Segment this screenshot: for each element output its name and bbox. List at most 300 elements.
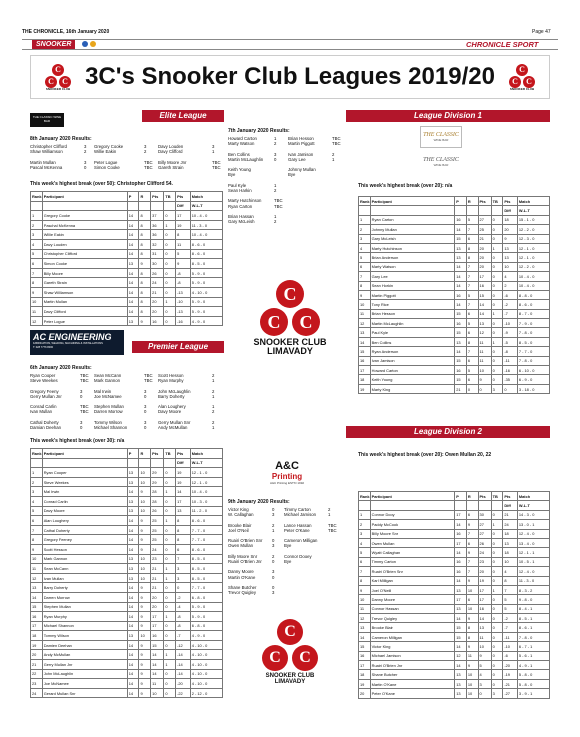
table-cell: 0: [164, 496, 176, 506]
table-cell: 20: [359, 689, 371, 698]
table-cell: 1: [164, 650, 176, 660]
table-cell: 11: [31, 307, 43, 317]
column-header: Pts: [503, 492, 518, 501]
table-row: [31, 477, 223, 487]
table-cell: 12 - 2 - 0: [517, 262, 549, 271]
fixture-score: 1: [274, 182, 277, 188]
table-cell: 0: [164, 316, 176, 326]
column-subheader: [359, 501, 371, 510]
table-cell: 14: [127, 592, 139, 602]
table-cell: 17: [478, 585, 491, 594]
table-cell: 15: [455, 328, 467, 337]
table-cell: 11: [151, 679, 164, 689]
div1-header-row: [359, 197, 550, 206]
table-cell: Gerard Mullan Snr: [42, 688, 127, 698]
fixture-score: 3: [144, 388, 147, 394]
column-header: Participant: [42, 449, 127, 459]
table-cell: 0: [466, 384, 478, 393]
table-cell: -13: [176, 287, 191, 297]
table-cell: 8 - 5 - 0: [190, 554, 222, 564]
table-cell: 0: [164, 544, 176, 554]
column-subheader: [466, 206, 478, 215]
table-row: [359, 319, 550, 328]
table-cell: 10: [31, 297, 43, 307]
table-cell: 27: [478, 520, 491, 529]
table-cell: 19: [31, 640, 43, 650]
elite-header-row: [31, 192, 223, 202]
table-cell: -9: [503, 328, 518, 337]
table-cell: 21: [151, 573, 164, 583]
classic-logo-2: THE CLASSIC WINE BAR: [423, 157, 459, 167]
fixture-player: Mark Gannon: [94, 378, 121, 384]
table-row: [359, 614, 550, 623]
table-cell: 11 - 3 - 0: [517, 576, 549, 585]
table-cell: 7: [466, 300, 478, 309]
fixture-score: 0: [272, 507, 275, 512]
table-cell: -16: [176, 316, 191, 326]
table-row: [31, 640, 223, 650]
table-cell: 7: [359, 272, 371, 281]
table-cell: 10: [139, 573, 151, 583]
table-cell: Stephen Mullan: [42, 602, 127, 612]
table-cell: 14: [455, 300, 467, 309]
table-cell: 7 - 7 - 0: [190, 583, 222, 593]
column-header: Match: [190, 449, 222, 459]
table-cell: 15: [31, 602, 43, 612]
column-subheader: [359, 206, 371, 215]
table-cell: 4: [503, 567, 518, 576]
table-cell: 14: [455, 576, 467, 585]
ac-engineering-ad: AC ENGINEERING FABRICATION, WELDING, MACHINING & INSTALLATIONS T: 028 7776 8000: [30, 330, 124, 355]
table-cell: 0: [491, 347, 503, 356]
table-cell: 0: [164, 535, 176, 545]
table-cell: 20: [151, 307, 164, 317]
fixture-score: TBC: [274, 198, 283, 204]
table-cell: 12 - 1 - 0: [190, 477, 222, 487]
table-cell: Brian Anderson: [370, 253, 455, 262]
club-logo: C C C SNOOKER CLUB: [45, 64, 71, 91]
table-cell: 8: [139, 239, 151, 249]
column-subheader: W-L-T: [190, 458, 222, 468]
table-row: [31, 564, 223, 574]
fixture-player: Scott Hesson: [158, 373, 184, 378]
table-cell: 20: [478, 567, 491, 576]
table-cell: 0: [164, 631, 176, 641]
table-cell: 12 - 3 - 0: [517, 234, 549, 243]
table-cell: 0: [164, 554, 176, 564]
table-cell: 0: [491, 262, 503, 271]
table-cell: Joel O'Neill: [370, 585, 455, 594]
table-cell: 10: [139, 564, 151, 574]
column-subheader: W-L-T: [517, 501, 549, 510]
fixture-player: Mal Irwin: [94, 388, 112, 394]
fixture-score: 2: [144, 149, 147, 155]
fixture-player: Ruairi O'Brien Jnr: [228, 559, 262, 564]
table-cell: 9: [466, 642, 478, 651]
table-cell: 18: [503, 548, 518, 557]
table-cell: 8: [139, 307, 151, 317]
column-header: Pts: [478, 492, 491, 501]
table-row: [31, 679, 223, 689]
table-cell: 17: [455, 510, 467, 519]
table-cell: 9: [139, 316, 151, 326]
fixture-player: Paul Kyle: [228, 182, 247, 188]
table-cell: 8: [176, 525, 191, 535]
table-cell: 10: [139, 506, 151, 516]
table-cell: 8 - 6 - 0: [190, 516, 222, 526]
fixture-player: Joe McNamee: [94, 393, 122, 399]
table-cell: 13: [176, 506, 191, 516]
table-cell: 7 - 8 - 0: [517, 632, 549, 641]
table-cell: 8 - 6 - 0: [517, 300, 549, 309]
fixture-player: Alan Loughery: [158, 404, 186, 410]
table-cell: 16: [359, 651, 371, 660]
table-cell: 0: [478, 384, 491, 393]
table-cell: 8 - 7 - 0: [517, 309, 549, 318]
fixture-score: 2: [274, 141, 277, 147]
table-cell: 14: [127, 278, 139, 288]
table-row: [31, 554, 223, 564]
table-cell: 0: [164, 307, 176, 317]
table-row: [31, 535, 223, 545]
table-cell: 8: [176, 230, 191, 240]
table-cell: 13: [127, 468, 139, 478]
table-cell: 6: [359, 557, 371, 566]
table-cell: 14: [478, 300, 491, 309]
table-cell: 0: [503, 384, 518, 393]
table-cell: 0: [164, 602, 176, 612]
fixture-player: Michael Shannon: [94, 425, 128, 430]
fixture-player: Darren Morrow: [94, 409, 123, 415]
table-cell: 13 - 0 - 1: [517, 520, 549, 529]
table-cell: 21: [478, 234, 491, 243]
table-cell: 9: [503, 234, 518, 243]
table-cell: 6: [466, 510, 478, 519]
table-cell: 0: [164, 239, 176, 249]
table-cell: 5: [359, 253, 371, 262]
fixture-score: TBC: [328, 527, 337, 533]
table-cell: -8: [176, 612, 191, 622]
table-cell: 9: [139, 544, 151, 554]
fixture-player: Willie Eakin: [94, 149, 117, 155]
table-cell: 0: [491, 614, 503, 623]
table-cell: 10 - 4 - 0: [190, 211, 222, 221]
table-cell: 14: [151, 660, 164, 670]
table-cell: 17: [478, 595, 491, 604]
column-header: R: [139, 192, 151, 202]
table-cell: 0: [491, 510, 503, 519]
column-header: TB: [491, 197, 503, 206]
table-cell: Joe McNamee: [42, 679, 127, 689]
table-cell: Tony Rice: [370, 300, 455, 309]
table-cell: 14: [455, 281, 467, 290]
table-cell: 4 - 10 - 0: [190, 679, 222, 689]
table-cell: 7: [176, 554, 191, 564]
table-cell: 6: [31, 516, 43, 526]
fixture-score: 0: [80, 393, 83, 399]
table-cell: 7: [359, 567, 371, 576]
table-row: [359, 243, 550, 252]
table-row: [31, 220, 223, 230]
table-cell: 20: [478, 253, 491, 262]
table-cell: 8 - 6 - 0: [190, 249, 222, 259]
table-cell: 14: [455, 347, 467, 356]
fixture-player: Billy Moore Jnr: [158, 159, 187, 165]
table-cell: 23: [478, 557, 491, 566]
table-cell: Gary McLeish: [370, 234, 455, 243]
table-cell: 10: [478, 366, 491, 375]
table-cell: 14: [455, 520, 467, 529]
column-subheader: [455, 206, 467, 215]
table-cell: 10: [466, 689, 478, 698]
table-cell: 9: [139, 525, 151, 535]
table-cell: -8: [503, 347, 518, 356]
column-subheader: Diff: [176, 458, 191, 468]
table-cell: Brian Hesson: [370, 309, 455, 318]
table-cell: 0: [164, 621, 176, 631]
table-cell: 1: [491, 243, 503, 252]
table-cell: Paul Kyle: [370, 328, 455, 337]
table-cell: 13: [31, 583, 43, 593]
fixture-score: 1: [212, 378, 215, 384]
table-cell: Ryan Cooper: [42, 468, 127, 478]
column-header: TB: [164, 192, 176, 202]
table-cell: 10 - 3 - 0: [190, 496, 222, 506]
table-cell: 7: [466, 529, 478, 538]
table-cell: 1: [491, 585, 503, 594]
table-row: [31, 516, 223, 526]
column-subheader: [151, 201, 164, 211]
table-cell: 4 - 10 - 0: [190, 660, 222, 670]
table-cell: Cameron Milligan: [370, 632, 455, 641]
table-cell: 14: [127, 230, 139, 240]
column-subheader: [42, 458, 127, 468]
table-cell: 13: [455, 670, 467, 679]
table-cell: 19: [176, 477, 191, 487]
table-cell: 0: [491, 576, 503, 585]
table-cell: 16: [455, 215, 467, 224]
table-cell: 17: [455, 538, 467, 547]
table-cell: 4 - 9 - 0: [190, 631, 222, 641]
table-cell: 8 - 6 - 0: [190, 544, 222, 554]
fixture-score: 1: [328, 512, 331, 518]
fixture-player: Martin Mullan: [30, 159, 56, 165]
table-cell: 8: [466, 632, 478, 641]
fixture-score: 1: [212, 425, 215, 430]
table-cell: 5 - 6 - 1: [517, 651, 549, 660]
table-cell: 0: [491, 300, 503, 309]
table-cell: 13: [127, 554, 139, 564]
column-header: Rank: [359, 492, 371, 501]
table-cell: 9: [139, 640, 151, 650]
table-cell: 0: [491, 651, 503, 660]
table-cell: 14: [176, 487, 191, 497]
table-row: [31, 669, 223, 679]
table-cell: 16: [455, 567, 467, 576]
table-cell: 3: [478, 679, 491, 688]
fixture-score: 3: [272, 590, 275, 596]
table-cell: 14: [127, 583, 139, 593]
table-cell: 19: [478, 576, 491, 585]
table-cell: 28: [151, 487, 164, 497]
table-cell: 20: [151, 297, 164, 307]
table-cell: 0: [491, 356, 503, 365]
table-cell: -2: [176, 592, 191, 602]
fixture-score: 1: [212, 149, 215, 155]
table-cell: 0: [164, 211, 176, 221]
fixture-player: Shane Butcher: [228, 585, 257, 590]
table-cell: 14 - 3 - 0: [517, 510, 549, 519]
table-cell: -6: [503, 651, 518, 660]
table-cell: 11: [31, 564, 43, 574]
column-subheader: [491, 501, 503, 510]
fixture-score: 0: [272, 585, 275, 590]
table-cell: 3: [176, 573, 191, 583]
table-cell: 15: [359, 347, 371, 356]
table-cell: 3 - 18 - 0: [517, 384, 549, 393]
table-cell: 7: [466, 557, 478, 566]
table-cell: 13: [127, 506, 139, 516]
table-cell: 21: [151, 564, 164, 574]
table-cell: Gregory Cooke: [42, 211, 127, 221]
fixture-player: Peter Logue: [94, 159, 118, 165]
page-title: 3C's Snooker Club Leagues 2019/20: [85, 63, 495, 90]
table-cell: 0: [491, 679, 503, 688]
table-row: [31, 621, 223, 631]
table-cell: 8 - 5 - 1: [517, 614, 549, 623]
fixture-player: Conrad Carlin: [30, 404, 57, 410]
table-cell: 0: [478, 689, 491, 698]
table-cell: 16: [478, 281, 491, 290]
table-cell: -8: [176, 268, 191, 278]
table-cell: 0: [164, 468, 176, 478]
table-cell: Ryan Carton: [370, 215, 455, 224]
table-cell: Johnny Mullan: [370, 225, 455, 234]
table-cell: 4 - 9 - 1: [517, 661, 549, 670]
table-row: [359, 366, 550, 375]
column-header: Rank: [31, 449, 43, 459]
table-cell: 11: [478, 632, 491, 641]
table-cell: 7: [31, 268, 43, 278]
table-cell: 14: [127, 487, 139, 497]
table-cell: 0: [164, 506, 176, 516]
fixture-score: 3: [272, 512, 275, 518]
column-subheader: [127, 201, 139, 211]
table-cell: -27: [503, 689, 518, 698]
fixture-player: Gareth Strain: [158, 164, 184, 170]
table-cell: 8: [359, 576, 371, 585]
fixture-player: Gerry Mullan Snr: [158, 419, 191, 425]
table-row: [359, 576, 550, 585]
table-cell: John McLaughlin: [42, 669, 127, 679]
table-cell: 13: [503, 243, 518, 252]
table-cell: 14: [127, 660, 139, 670]
column-header: R: [139, 449, 151, 459]
table-cell: 1: [491, 520, 503, 529]
table-cell: 8: [466, 623, 478, 632]
fixture-player: Tommy Wilson: [94, 419, 122, 425]
table-cell: 5: [31, 506, 43, 516]
table-cell: -20: [503, 661, 518, 670]
fixture-score: 0: [144, 409, 147, 415]
table-row: [359, 234, 550, 243]
table-cell: 9: [139, 612, 151, 622]
table-cell: 14: [127, 535, 139, 545]
table-cell: 12 - 2 - 0: [517, 225, 549, 234]
table-cell: 6: [466, 234, 478, 243]
table-cell: -14: [176, 660, 191, 670]
table-cell: 16: [359, 356, 371, 365]
table-cell: 0: [164, 259, 176, 269]
table-cell: 9: [359, 585, 371, 594]
fixture-score: TBC: [328, 522, 337, 528]
table-cell: 9: [139, 487, 151, 497]
table-cell: 20: [151, 592, 164, 602]
table-cell: 9: [139, 592, 151, 602]
fixture-score: TBC: [144, 159, 153, 165]
table-cell: 5: [466, 215, 478, 224]
fixture-player: Steve Weekes: [30, 378, 58, 384]
table-cell: 1: [359, 215, 371, 224]
table-cell: 11: [359, 604, 371, 613]
table-cell: -4: [176, 602, 191, 612]
table-cell: 9: [139, 259, 151, 269]
fixture-player: Bye: [284, 543, 292, 549]
table-cell: -2: [503, 300, 518, 309]
table-cell: 9: [466, 548, 478, 557]
table-cell: Wyatt Callaghan: [370, 548, 455, 557]
table-cell: 16: [455, 557, 467, 566]
fixture-score: 0: [144, 425, 147, 430]
table-cell: Ivan Mullan: [42, 573, 127, 583]
table-cell: 19: [176, 220, 191, 230]
div1-highest-break: This week's highest break (over 20): n/a: [358, 183, 453, 189]
column-subheader: [370, 206, 455, 215]
table-cell: 7: [466, 225, 478, 234]
table-cell: 14: [478, 309, 491, 318]
table-cell: 14: [127, 307, 139, 317]
table-cell: 6 - 7 - 1: [517, 642, 549, 651]
column-header: P: [127, 449, 139, 459]
table-cell: 4 - 10 - 0: [190, 640, 222, 650]
fixture-score: 2: [332, 151, 335, 157]
fixture-score: TBC: [144, 164, 153, 170]
table-cell: 14: [455, 272, 467, 281]
table-row: [31, 612, 223, 622]
table-cell: 10: [139, 554, 151, 564]
fixture-player: Ryan Murphy: [158, 378, 184, 384]
table-cell: 0: [491, 215, 503, 224]
table-cell: 17: [359, 661, 371, 670]
table-row: [31, 297, 223, 307]
table-row: [359, 585, 550, 594]
table-cell: 0: [164, 640, 176, 650]
table-cell: Davy Louden: [42, 239, 127, 249]
table-cell: 6 - 8 - 0: [190, 592, 222, 602]
table-cell: 10: [503, 262, 518, 271]
table-cell: 7: [466, 567, 478, 576]
fixture-player: Barry Doherty: [158, 393, 185, 399]
table-cell: 20: [478, 243, 491, 252]
table-cell: 0: [491, 529, 503, 538]
table-cell: -7: [176, 631, 191, 641]
table-cell: 0: [491, 604, 503, 613]
div2-highest-break: This week's highest break (over 20): Owen Mullan 20, 22: [358, 452, 492, 458]
table-cell: 12: [31, 573, 43, 583]
table-cell: 8: [139, 297, 151, 307]
table-cell: 0: [164, 268, 176, 278]
table-cell: 23: [151, 554, 164, 564]
